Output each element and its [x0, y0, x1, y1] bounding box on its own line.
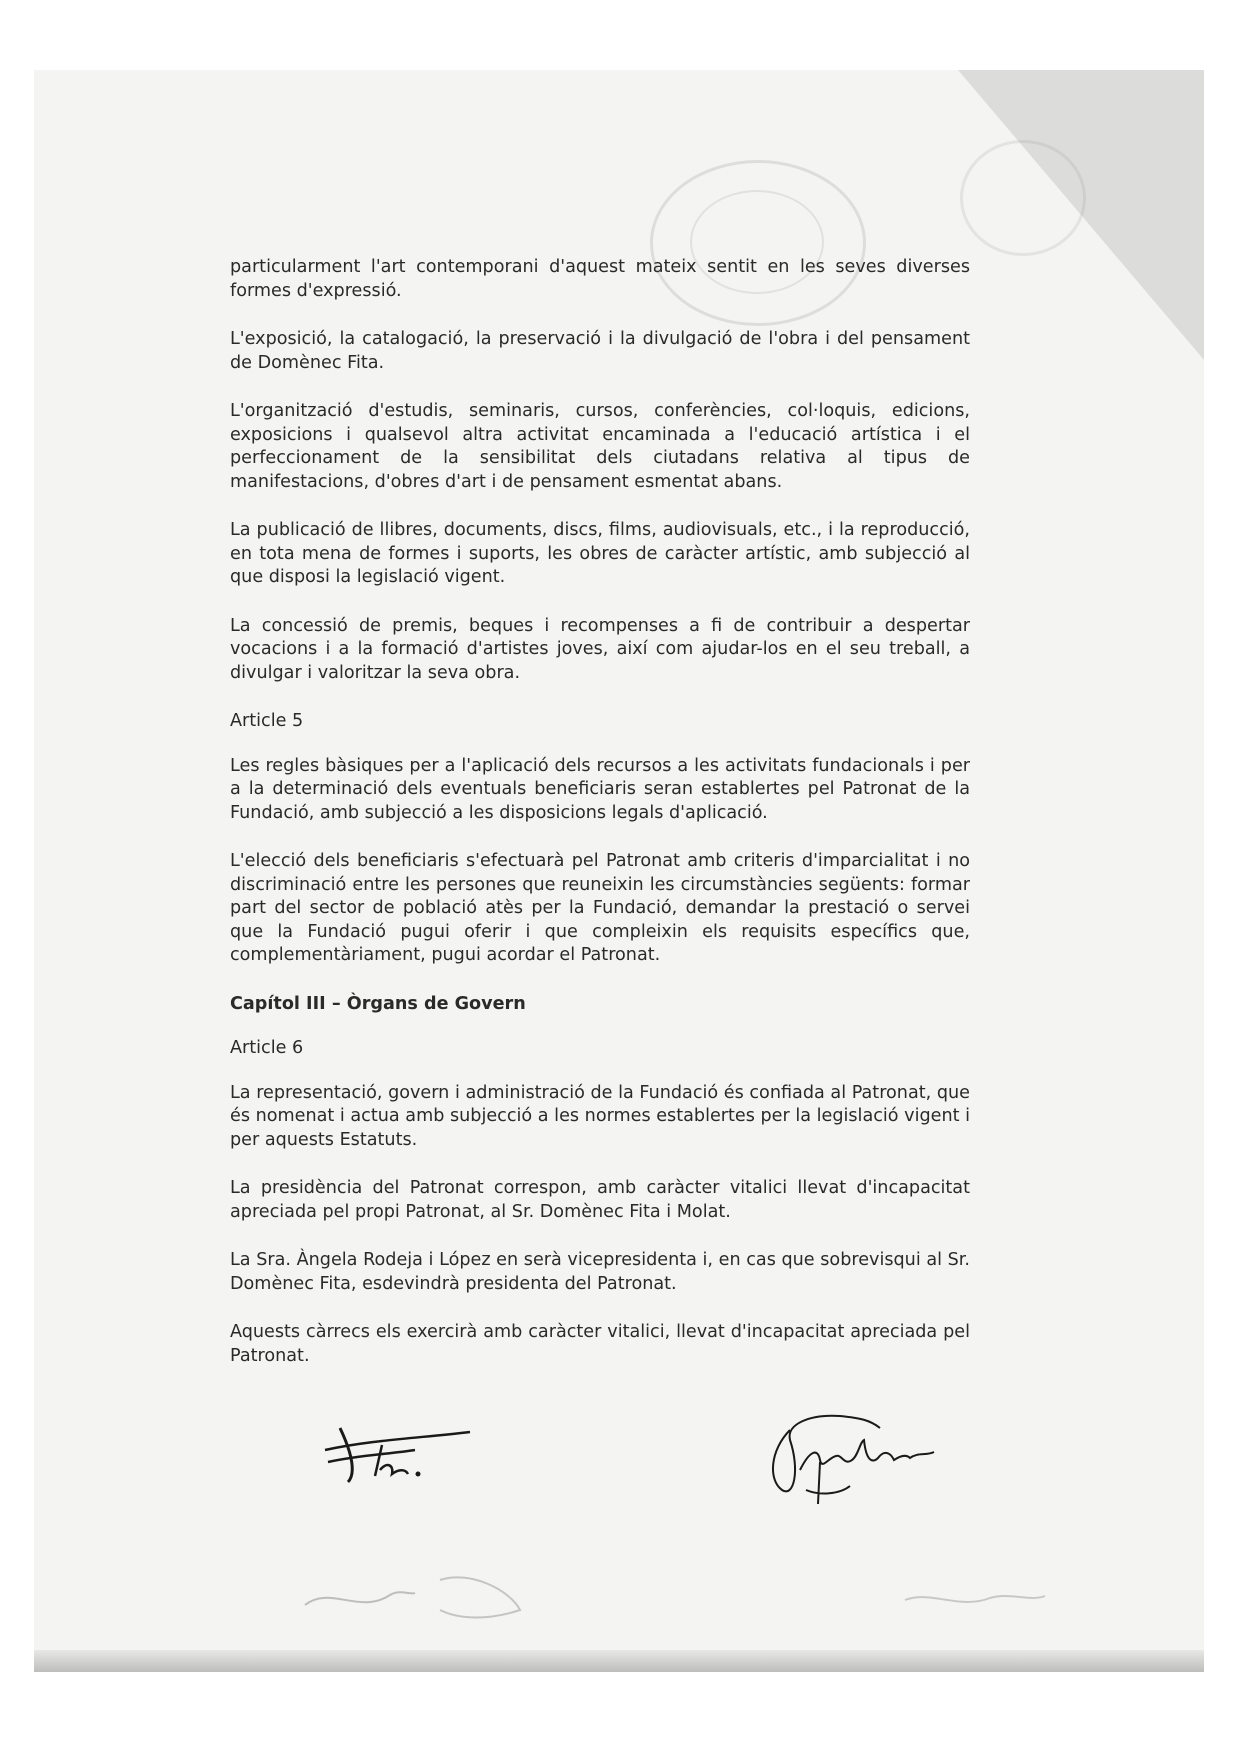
- paragraph: L'exposició, la catalogació, la preservació i la divulgació de l'obra i del pensament de Domènec Fita.: [230, 329, 970, 373]
- chapter-3-title: Capítol III – Òrgans de Govern: [230, 993, 526, 1014]
- paragraph: La publicació de llibres, documents, discs, films, audiovisuals, etc., i la reproducció, en tota mena de formes i suports, les obres de caràcter artístic, amb subjecció al que disposi la legislació vigent.: [230, 520, 970, 587]
- paragraph: La concessió de premis, beques i recompenses a fi de contribuir a despertar vocacions i a la formació d'artistes joves, així com ajudar-los en el seu treball, a divulgar i valoritzar la seva obra.: [230, 615, 970, 683]
- paragraph: Les regles bàsiques per a l'aplicació dels recursos a les activitats fundacionals i per a la determinació dels eventuals beneficiaris seran establertes pel Patronat de la Fundació, amb subjecció a les disposicions legals d'aplicació.: [230, 755, 970, 823]
- paragraph: La Sra. Àngela Rodeja i López en serà vicepresidenta i, en cas que sobrevisqui al Sr. Domènec Fita, esdevindrà presidenta del Patronat.: [230, 1250, 970, 1294]
- paragraph: L'elecció dels beneficiaris s'efectuarà pel Patronat amb criteris d'imparcialitat i no discriminació entre les persones que reuneixin les circumstàncies següents: formar part del sector de població atès per la Fundació, demandar la prestació o servei que la Fundació pugui oferir i que compleixin els requisits específics que, complementàriament, pugui acordar el Patronat.: [230, 851, 970, 965]
- faint-signature-bleedthrough: [300, 1565, 420, 1625]
- faint-stamp-right: [960, 140, 1086, 256]
- faint-serial-number: [900, 1580, 1050, 1620]
- faint-signature-bleedthrough-2: [430, 1570, 540, 1630]
- article-5-heading: Article 5: [230, 711, 304, 731]
- paragraph: L'organització d'estudis, seminaris, cursos, conferències, col·loquis, edicions, exposicions i qualsevol altra activitat encaminada a l'educació artística i el perfeccionament de la sensibilitat dels ciutadans relativa al tipus de manifestacions, d'obres d'art i de pensament esmentat abans.: [230, 401, 970, 492]
- document-body: [230, 256, 970, 1393]
- paragraph: particularment l'art contemporani d'aquest mateix sentit en les seves diverses formes d'expressió.: [230, 257, 970, 301]
- signature-right: [760, 1400, 960, 1510]
- article-6-heading: Article 6: [230, 1038, 304, 1058]
- signature-left: [320, 1410, 510, 1490]
- paragraph: Aquests càrrecs els exercirà amb caràcter vitalici, llevat d'incapacitat apreciada pel Patronat.: [230, 1322, 970, 1366]
- paragraph: La presidència del Patronat correspon, amb caràcter vitalici llevat d'incapacitat apreciada pel propi Patronat, al Sr. Domènec Fita i Molat.: [230, 1178, 970, 1222]
- paragraph: La representació, govern i administració de la Fundació és confiada al Patronat, que és nomenat i actua amb subjecció a les normes establertes per la legislació vigent i per aquests Estatuts.: [230, 1082, 970, 1150]
- paper-bottom-edge: [34, 1650, 1204, 1672]
